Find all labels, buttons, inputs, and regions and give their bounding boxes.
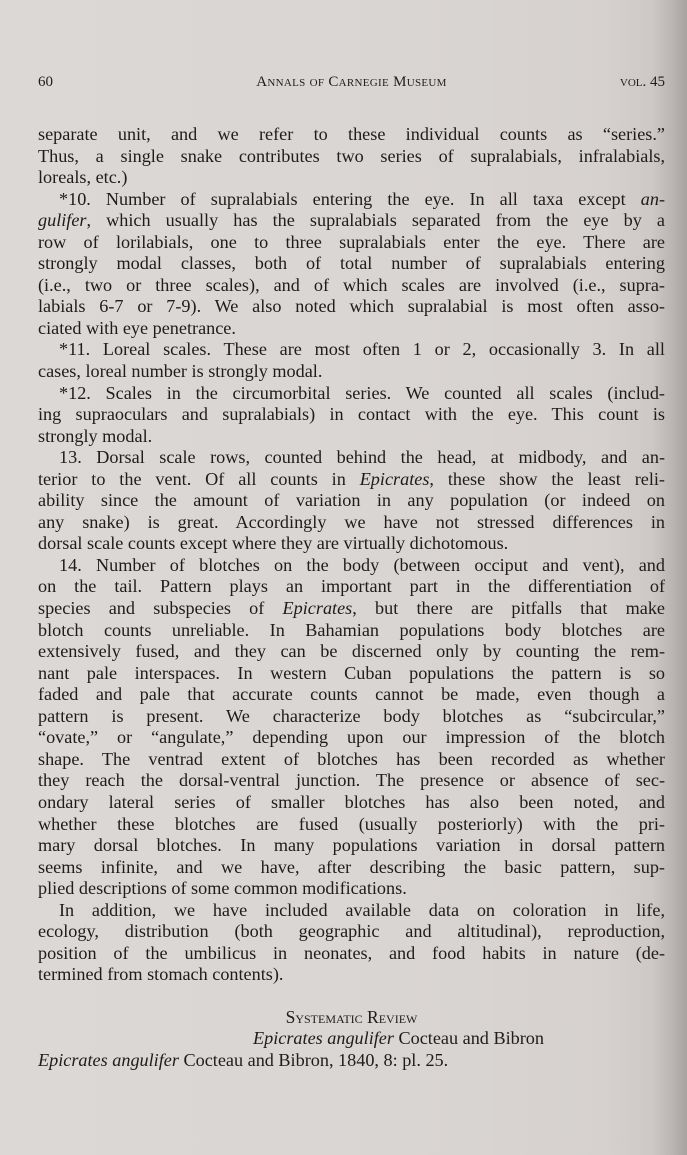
line-text: ondary lateral series of smaller blotches has also been noted, and [38,791,665,812]
line-text: seems infinite, and we have, after describing the basic pattern, sup- [38,856,665,877]
text-line [38,296,665,318]
text-line [38,383,665,405]
text-line [38,339,665,361]
line-text: 14. Number of blotches on the body (between occiput and vent), and [59,554,665,575]
text-line [38,706,665,728]
text-line [38,663,665,685]
section-heading: Systematic Review [285,1006,418,1027]
line-text: species and subspecies of [38,598,283,619]
line-text: labials 6-7 or 7-9). We also noted which supralabial is most often asso- [38,296,665,317]
line-text: pattern is present. We characterize body blotches as “subcircular,” [38,705,665,726]
text-line [38,253,665,275]
line-text: strongly modal classes, both of total number of supralabials entering [38,253,665,274]
text-line [38,835,665,857]
text-line [38,512,665,534]
text-line [38,943,665,965]
running-head [38,72,665,92]
text-line [38,576,665,598]
text-line [38,469,665,491]
italic-taxon: an- [640,188,665,209]
italic-taxon: gulifer [38,210,87,231]
line-text: 13. Dorsal scale rows, counted behind the head, at midbody, and an- [59,447,665,468]
text-line [38,124,665,146]
italic-taxon: Epicrates [282,598,353,619]
journal-title: Annals of Carnegie Museum [256,74,447,90]
text-line [38,620,665,642]
line-text: ability since the amount of variation in any population (or indeed on [38,490,665,511]
line-text: termined from stomach contents). [38,964,284,985]
text-line [38,167,665,189]
line-text: strongly modal. [38,425,153,446]
line-text: they reach the dorsal-ventral junction. The presence or absence of sec- [38,770,665,791]
species-name: Epicrates angulifer [253,1028,394,1049]
text-line [38,361,665,383]
text-line [38,189,665,211]
line-text: position of the umbilicus in neonates, and food habits in nature (de- [38,942,665,963]
text-line [38,900,665,922]
line-text: *10. Number of supralabials entering the eye. In all taxa except [59,188,641,209]
line-text: *11. Loreal scales. These are most often 1 or 2, occasionally 3. In all [59,339,665,360]
species-heading [38,1028,665,1050]
line-text: mary dorsal blotches. In many populations variation in dorsal pattern [38,835,665,856]
line-text: any snake) is great. Accordingly we have not stressed differences in [38,511,665,532]
text-line [38,857,665,879]
line-text: In addition, we have included available data on coloration in life, [59,899,665,920]
line-text: ing supraoculars and supralabials) in contact with the eye. This count is [38,404,665,425]
italic-taxon: Epicrates [359,468,430,489]
line-text: , but there are pitfalls that make [352,598,665,619]
line-text: ciated with eye penetrance. [38,317,236,338]
text-line [38,404,665,426]
text-line [38,598,665,620]
text-line [38,447,665,469]
text-line [38,533,665,555]
line-text: Thus, a single snake contributes two series of supralabials, infralabials, [38,145,665,166]
text-line [38,921,665,943]
line-text: whether these blotches are fused (usually posteriorly) with the pri- [38,813,665,834]
synonym-name: Epicrates angulifer [38,1049,179,1070]
species-authority: Cocteau and Bibron [398,1028,544,1049]
line-text: shape. The ventrad extent of blotches has been recorded as whether [38,748,665,769]
line-text: extensively fused, and they can be discerned only by counting the rem- [38,641,665,662]
text-line [38,490,665,512]
text-line [38,878,665,900]
line-text: nant pale interspaces. In western Cuban populations the pattern is so [38,662,665,683]
text-line [38,684,665,706]
line-text: ecology, distribution (both geographic and altitudinal), reproduction, [38,921,665,942]
text-line [38,770,665,792]
text-line [38,814,665,836]
page-number: 60 [38,74,53,90]
text-line [38,727,665,749]
line-text: “ovate,” or “angulate,” depending upon our impression of the blotch [38,727,665,748]
volume-label: vol. 45 [619,74,665,90]
line-text: row of lorilabials, one to three supralabials enter the eye. There are [38,231,665,252]
line-text: blotch counts unreliable. In Bahamian populations body blotches are [38,619,665,640]
line-text: , these show the least reli- [429,468,665,489]
line-text: terior to the vent. Of all counts in [38,468,360,489]
synonymy-entry [38,1050,665,1072]
section-gap [38,986,665,1007]
line-text: *12. Scales in the circumorbital series. We counted all scales (includ- [59,382,665,403]
line-text: , which usually has the supralabials separated from the eye by a [86,210,665,231]
line-text: separate unit, and we refer to these individual counts as “series.” [38,124,665,144]
line-text: (i.e., two or three scales), and of which scales are involved (i.e., supra- [38,274,665,295]
body-text [38,124,665,1072]
line-text: faded and pale that accurate counts cannot be made, even though a [38,684,665,705]
text-line [38,275,665,297]
text-line [38,318,665,340]
line-text: cases, loreal number is strongly modal. [38,361,323,382]
text-line [38,641,665,663]
text-line [38,555,665,577]
line-text: loreals, etc.) [38,167,128,188]
line-text: plied descriptions of some common modifications. [38,878,407,899]
line-text: dorsal scale counts except where they are virtually dichotomous. [38,533,509,554]
text-line [38,210,665,232]
text-line [38,964,665,986]
text-line [38,792,665,814]
text-line [38,426,665,448]
text-line [38,146,665,168]
synonym-citation: Cocteau and Bibron, 1840, 8: pl. 25. [183,1049,449,1070]
text-line [38,749,665,771]
text-line [38,232,665,254]
line-text: on the tail. Pattern plays an important part in the differentiation of [38,576,665,597]
